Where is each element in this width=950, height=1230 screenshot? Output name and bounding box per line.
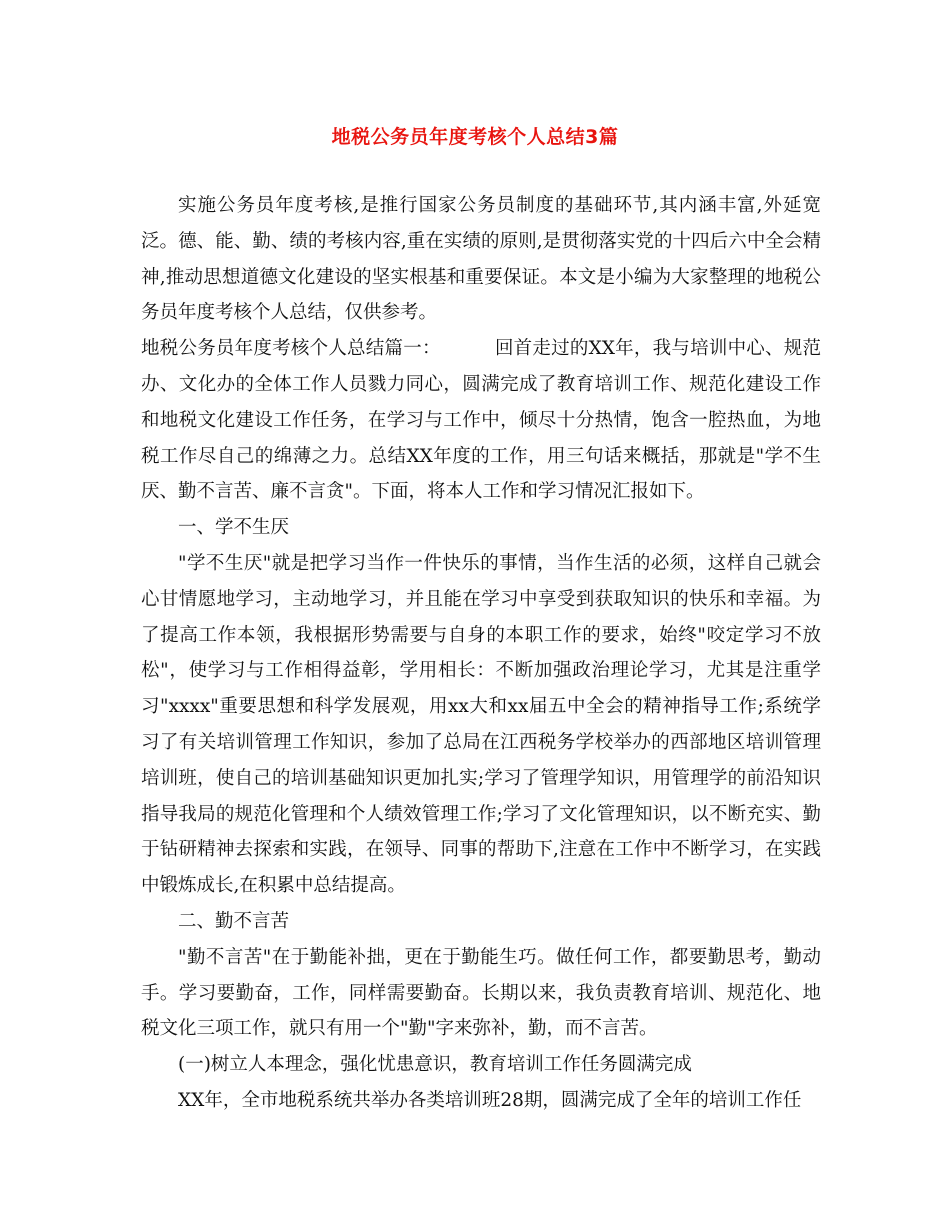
part1-label: 地税公务员年度考核个人总结篇一： [141, 338, 441, 360]
subsection-heading-1: (一)树立人本理念，强化忧患意识，教育培训工作任务圆满完成 [178, 1054, 692, 1076]
section-heading-2: 二、勤不言苦 [178, 910, 290, 932]
intro-paragraph: 实施公务员年度考核,是推行国家公务员制度的基础环节,其内涵丰富,外延宽泛。德、能、勤、绩的考核内容,重在实绩的原则,是贯彻落实党的十四后六中全会精神,推动思想道德文化建设的坚实根基和重要保证。本文是小编为大家整理的地税公务员年度考核个人总结，仅供参考。 [141, 195, 821, 324]
part1-paragraph [141, 331, 821, 510]
section-heading-1: 一、学不生厌 [178, 517, 290, 539]
section2-paragraph: "勤不言苦"在于勤能补拙，更在于勤能生巧。做任何工作，都要勤思考，勤动手。学习要勤奋，工作，同样需要勤奋。长期以来，我负责教育培训、规范化、地税文化三项工作，就只有用一个"勤"字来弥补，勤，而不言苦。 [141, 946, 821, 1040]
section1-paragraph: "学不生厌"就是把学习当作一件快乐的事情，当作生活的必须，这样自己就会心甘情愿地学习，主动地学习，并且能在学习中享受到获取知识的快乐和幸福。为了提高工作本领，我根据形势需要与自身的本职工作的要求，始终"咬定学习不放松"，使学习与工作相得益彰，学用相长：不断加强政治理论学习，尤其是注重学习"xxxx"重要思想和科学发展观，用xx大和xx届五中全会的精神指导工作;系统学习了有关培训管理工作知识，参加了总局在江西税务学校举办的西部地区培训管理培训班，使自己的培训基础知识更加扎实;学习了管理学知识，用管理学的前沿知识指导我局的规范化管理和个人绩效管理工作;学习了文化管理知识，以不断充实、勤于钻研精神去探索和实践，在领导、同事的帮助下,注意在工作中不断学习，在实践中锻炼成长,在积累中总结提高。 [141, 552, 821, 897]
section3-paragraph: XX年，全市地税系统共举办各类培训班28期，圆满完成了全年的培训工作任 [178, 1089, 802, 1111]
document-body [141, 188, 821, 1119]
part1-text: 回首走过的XX年，我与培训中心、规范办、文化办的全体工作人员戮力同心，圆满完成了教育培训工作、规范化建设工作和地税文化建设工作任务，在学习与工作中，倾尽十分热情，饱含一腔热血，为地税工作尽自己的绵薄之力。总结XX年度的工作，用三句话来概括，那就是"学不生厌、勤不言苦、廉不言贪"。下面，将本人工作和学习情况汇报如下。 [141, 338, 821, 503]
document-title: 地税公务员年度考核个人总结3篇 [331, 126, 619, 148]
